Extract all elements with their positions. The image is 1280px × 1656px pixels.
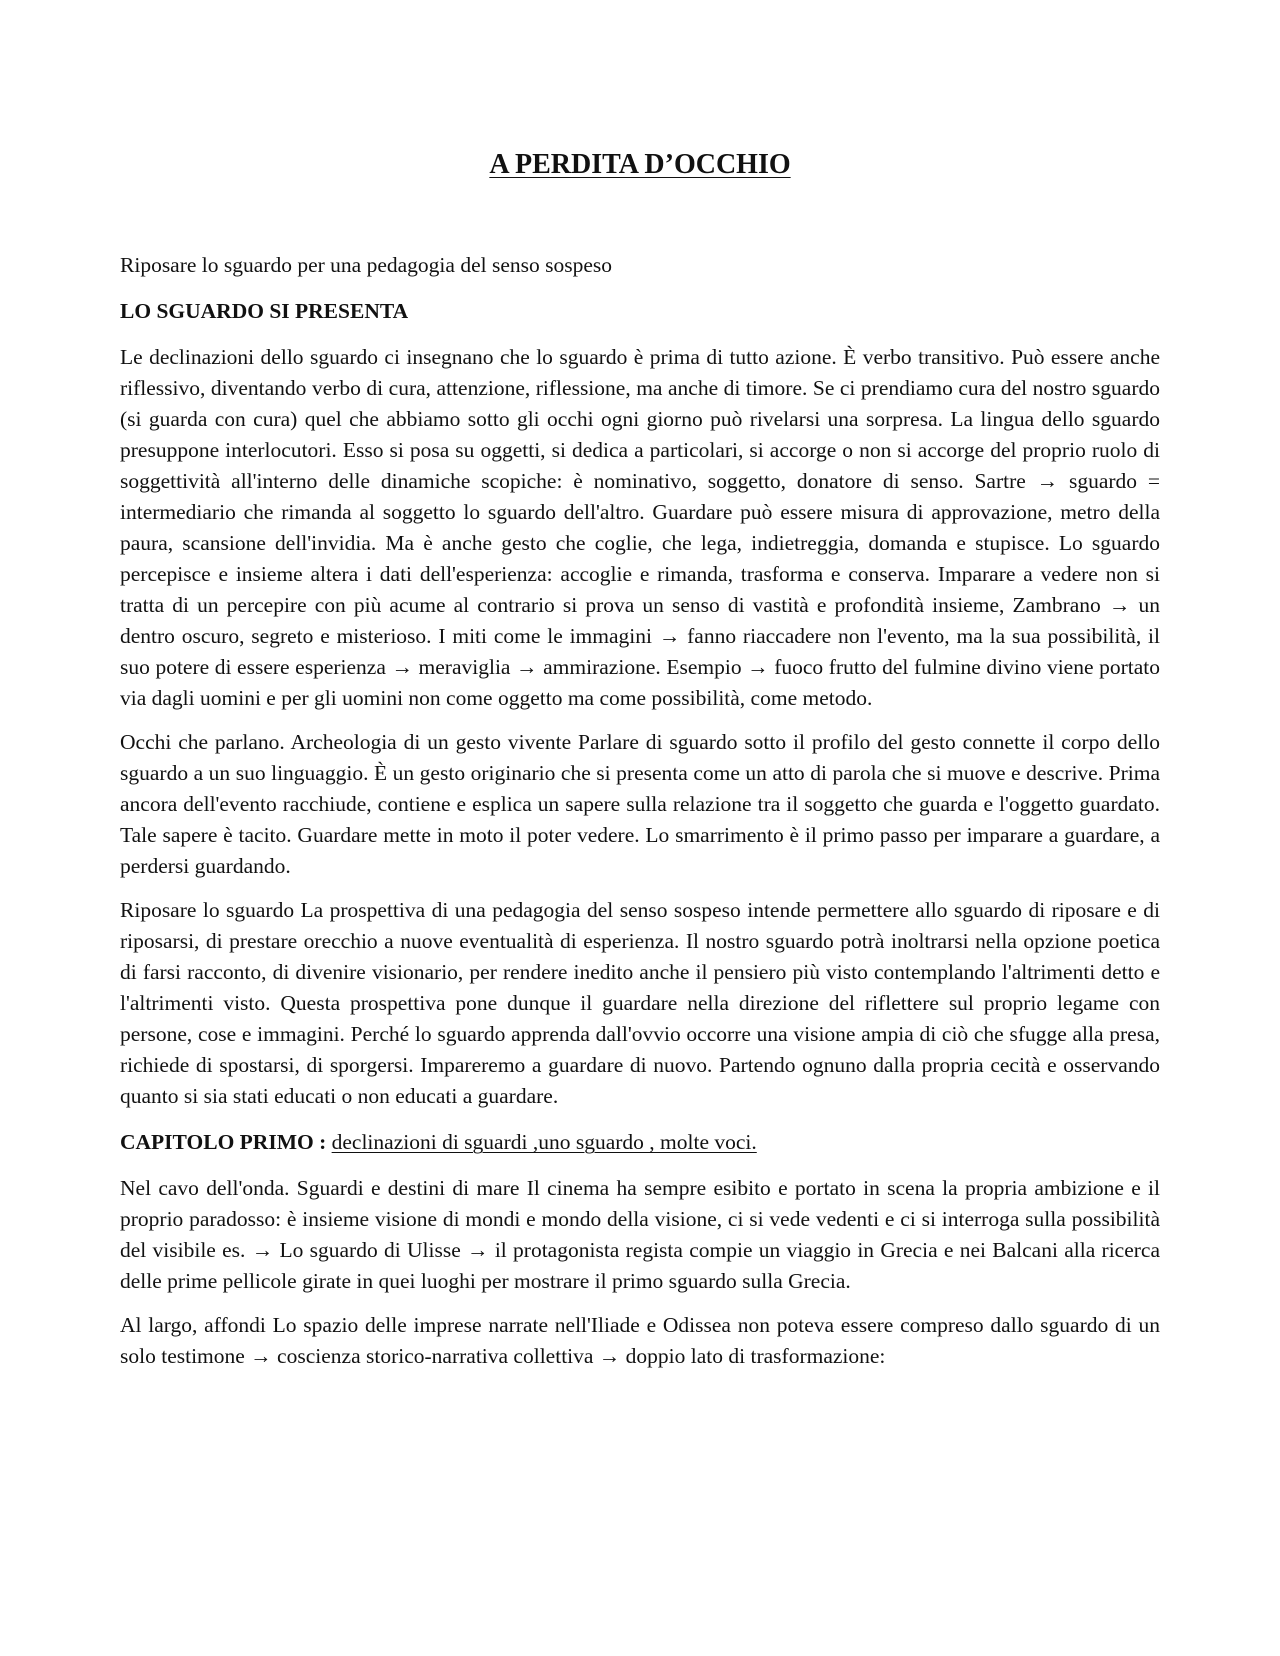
- chapter-title: declinazioni di sguardi ,uno sguardo , molte voci.: [331, 1130, 757, 1154]
- document-title: A PERDITA D’OCCHIO: [489, 149, 791, 180]
- body-paragraph: Riposare lo sguardo La prospettiva di una pedagogia del senso sospeso intende permettere allo sguardo di riposare e di riposarsi, di prestare orecchio a nuove eventualità di esperienza. Il nostro sguardo potrà inoltrarsi nella opzione poetica di farsi racconto, di divenire visionario, per rendere inedito anche il pensiero più visto contemplando l'altrimenti detto e l'altrimenti visto. Questa prospettiva pone dunque il guardare nella direzione del riflettere sul proprio legame con persone, cose e immagini. Perché lo sguardo apprenda dall'ovvio occorre una visione ampia di ciò che sfugge alla presa, richiede di spostarsi, di sporgersi. Impareremo a guardare di nuovo. Partendo ognuno dalla propria cecità e osservando quanto si sia stati educati o non educati a guardare.: [120, 898, 1160, 1108]
- chapter-heading: [120, 1127, 1160, 1158]
- chapter-label: CAPITOLO PRIMO :: [120, 1130, 327, 1154]
- body-paragraph: Le declinazioni dello sguardo ci insegnano che lo sguardo è prima di tutto azione. È verbo transitivo. Può essere anche riflessivo, diventando verbo di cura, attenzione, riflessione, ma anche di timore. Se ci prendiamo cura del nostro sguardo (si guarda con cura) quel che abbiamo sotto gli occhi ogni giorno può rivelarsi una sorpresa. La lingua dello sguardo presuppone interlocutori. Esso si posa su oggetti, si dedica a particolari, si accorge o non si accorge del proprio ruolo di soggettività all'interno delle dinamiche scopiche: è nominativo, soggetto, donatore di senso. Sartre → sguardo = intermediario che rimanda al soggetto lo sguardo dell'altro. Guardare può essere misura di approvazione, metro della paura, scansione dell'invidia. Ma è anche gesto che coglie, che lega, indietreggia, domanda e stupisce. Lo sguardo percepisce e insieme altera i dati dell'esperienza: accoglie e rimanda, trasforma e conserva. Imparare a vedere non si tratta di un percepire con più acume al contrario si prova un senso di vastità e profondità insieme, Zambrano → un dentro oscuro, segreto e misterioso. I miti come le immagini → fanno riaccadere non l'evento, ma la sua possibilità, il suo potere di essere esperienza → meraviglia → ammirazione. Esempio → fuoco frutto del fulmine divino viene portato via dagli uomini e per gli uomini non come oggetto ma come possibilità, come metodo.: [120, 345, 1160, 710]
- body-paragraph: Occhi che parlano. Archeologia di un gesto vivente Parlare di sguardo sotto il profilo del gesto connette il corpo dello sguardo a un suo linguaggio. È un gesto originario che si presenta come un atto di parola che si muove e descrive. Prima ancora dell'evento racchiude, contiene e esplica un sapere sulla relazione tra il soggetto che guarda e l'oggetto guardato. Tale sapere è tacito. Guardare mette in moto il poter vedere. Lo smarrimento è il primo passo per imparare a guardare, a perdersi guardando.: [120, 730, 1160, 878]
- body-paragraph: Nel cavo dell'onda. Sguardi e destini di mare Il cinema ha sempre esibito e portato in scena la propria ambizione e il proprio paradosso: è insieme visione di mondi e mondo della visione, ci si vede vedenti e ci si interroga sulla possibilità del visibile es. → Lo sguardo di Ulisse → il protagonista regista compie un viaggio in Grecia e nei Balcani alla ricerca delle prime pellicole girate in quei luoghi per mostrare il primo sguardo sulla Grecia.: [120, 1176, 1160, 1293]
- body-paragraph: Al largo, affondi Lo spazio delle imprese narrate nell'Iliade e Odissea non poteva essere compreso dallo sguardo di un solo testimone → coscienza storico-narrativa collettiva → doppio lato di trasformazione:: [120, 1313, 1160, 1368]
- section-heading: LO SGUARDO SI PRESENTA: [120, 299, 409, 323]
- document-subtitle: Riposare lo sguardo per una pedagogia del senso sospeso: [120, 253, 613, 277]
